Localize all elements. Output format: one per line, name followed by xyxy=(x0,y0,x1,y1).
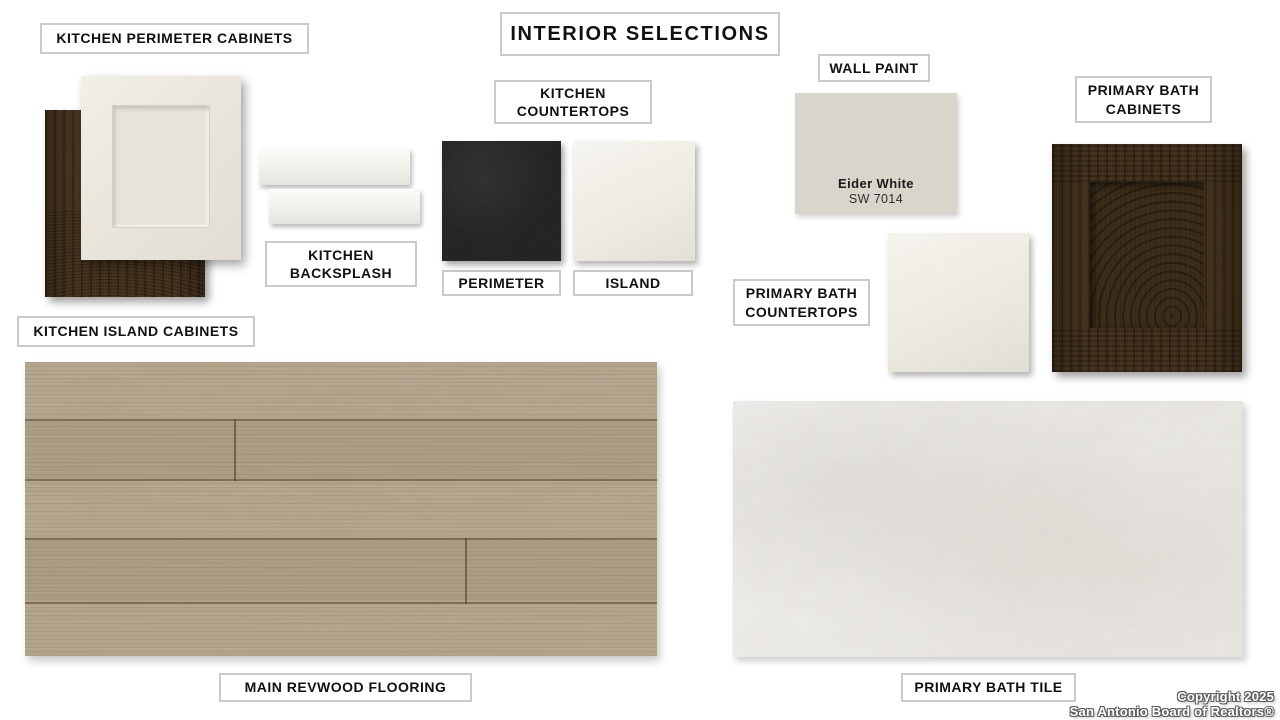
cabinet-door-panel xyxy=(1090,182,1204,328)
granite-speckle-texture xyxy=(442,141,561,261)
paint-label-block xyxy=(795,176,957,206)
label-primary-bath-countertops: PRIMARY BATH COUNTERTOPS xyxy=(733,279,870,326)
label-kitchen-backsplash: KITCHEN BACKSPLASH xyxy=(265,241,417,287)
copyright-watermark xyxy=(1070,689,1274,719)
plank-seam xyxy=(25,479,657,481)
stone-cloud-texture xyxy=(733,401,1243,657)
backsplash-tile-swatch xyxy=(269,189,420,224)
perimeter-countertop-swatch xyxy=(442,141,561,261)
label-wall-paint: WALL PAINT xyxy=(818,54,930,82)
plank-seam xyxy=(25,538,657,540)
door-rail-grain xyxy=(1052,144,1242,182)
door-rail-grain xyxy=(1052,328,1242,372)
plank-seam xyxy=(25,419,657,421)
label-kitchen-perimeter-cabinets: KITCHEN PERIMETER CABINETS xyxy=(40,23,309,54)
paint-code: SW 7014 xyxy=(848,192,904,206)
quartz-texture xyxy=(573,141,695,261)
flooring-plank xyxy=(25,604,657,656)
copyright-line: Copyright 2025 xyxy=(1177,689,1274,704)
label-kitchen-countertops: KITCHEN COUNTERTOPS xyxy=(494,80,652,124)
cabinet-door-panel xyxy=(112,105,210,228)
flooring-plank xyxy=(25,362,657,419)
label-perimeter-countertop: PERIMETER xyxy=(442,270,561,296)
countertop-texture xyxy=(888,233,1029,372)
wall-paint-swatch xyxy=(795,93,957,214)
label-primary-bath-cabinets: PRIMARY BATH CABINETS xyxy=(1075,76,1212,123)
primary-bath-tile-swatch xyxy=(733,401,1243,657)
main-flooring-swatch xyxy=(25,362,657,656)
flooring-plank xyxy=(25,540,657,600)
stone-speckle-texture xyxy=(733,401,1243,657)
label-main-revwood-flooring: MAIN REVWOOD FLOORING xyxy=(219,673,472,702)
primary-bath-cabinet-swatch xyxy=(1052,144,1242,372)
page-title: INTERIOR SELECTIONS xyxy=(500,12,780,56)
label-primary-bath-tile: PRIMARY BATH TILE xyxy=(901,673,1076,702)
plank-seam xyxy=(25,602,657,604)
label-island-countertop: ISLAND xyxy=(573,270,693,296)
kitchen-perimeter-cabinet-swatch xyxy=(81,76,241,260)
flooring-plank xyxy=(25,481,657,536)
plank-seam xyxy=(465,538,467,604)
copyright-line: San Antonio Board of Realtors® xyxy=(1069,704,1274,719)
paint-name: Eider White xyxy=(838,176,914,191)
island-countertop-swatch xyxy=(573,141,695,261)
flooring-plank xyxy=(25,421,657,479)
primary-bath-countertop-swatch xyxy=(888,233,1029,372)
backsplash-tile-swatch xyxy=(259,148,410,185)
label-kitchen-island-cabinets: KITCHEN ISLAND CABINETS xyxy=(17,316,255,347)
plank-seam xyxy=(234,419,236,481)
